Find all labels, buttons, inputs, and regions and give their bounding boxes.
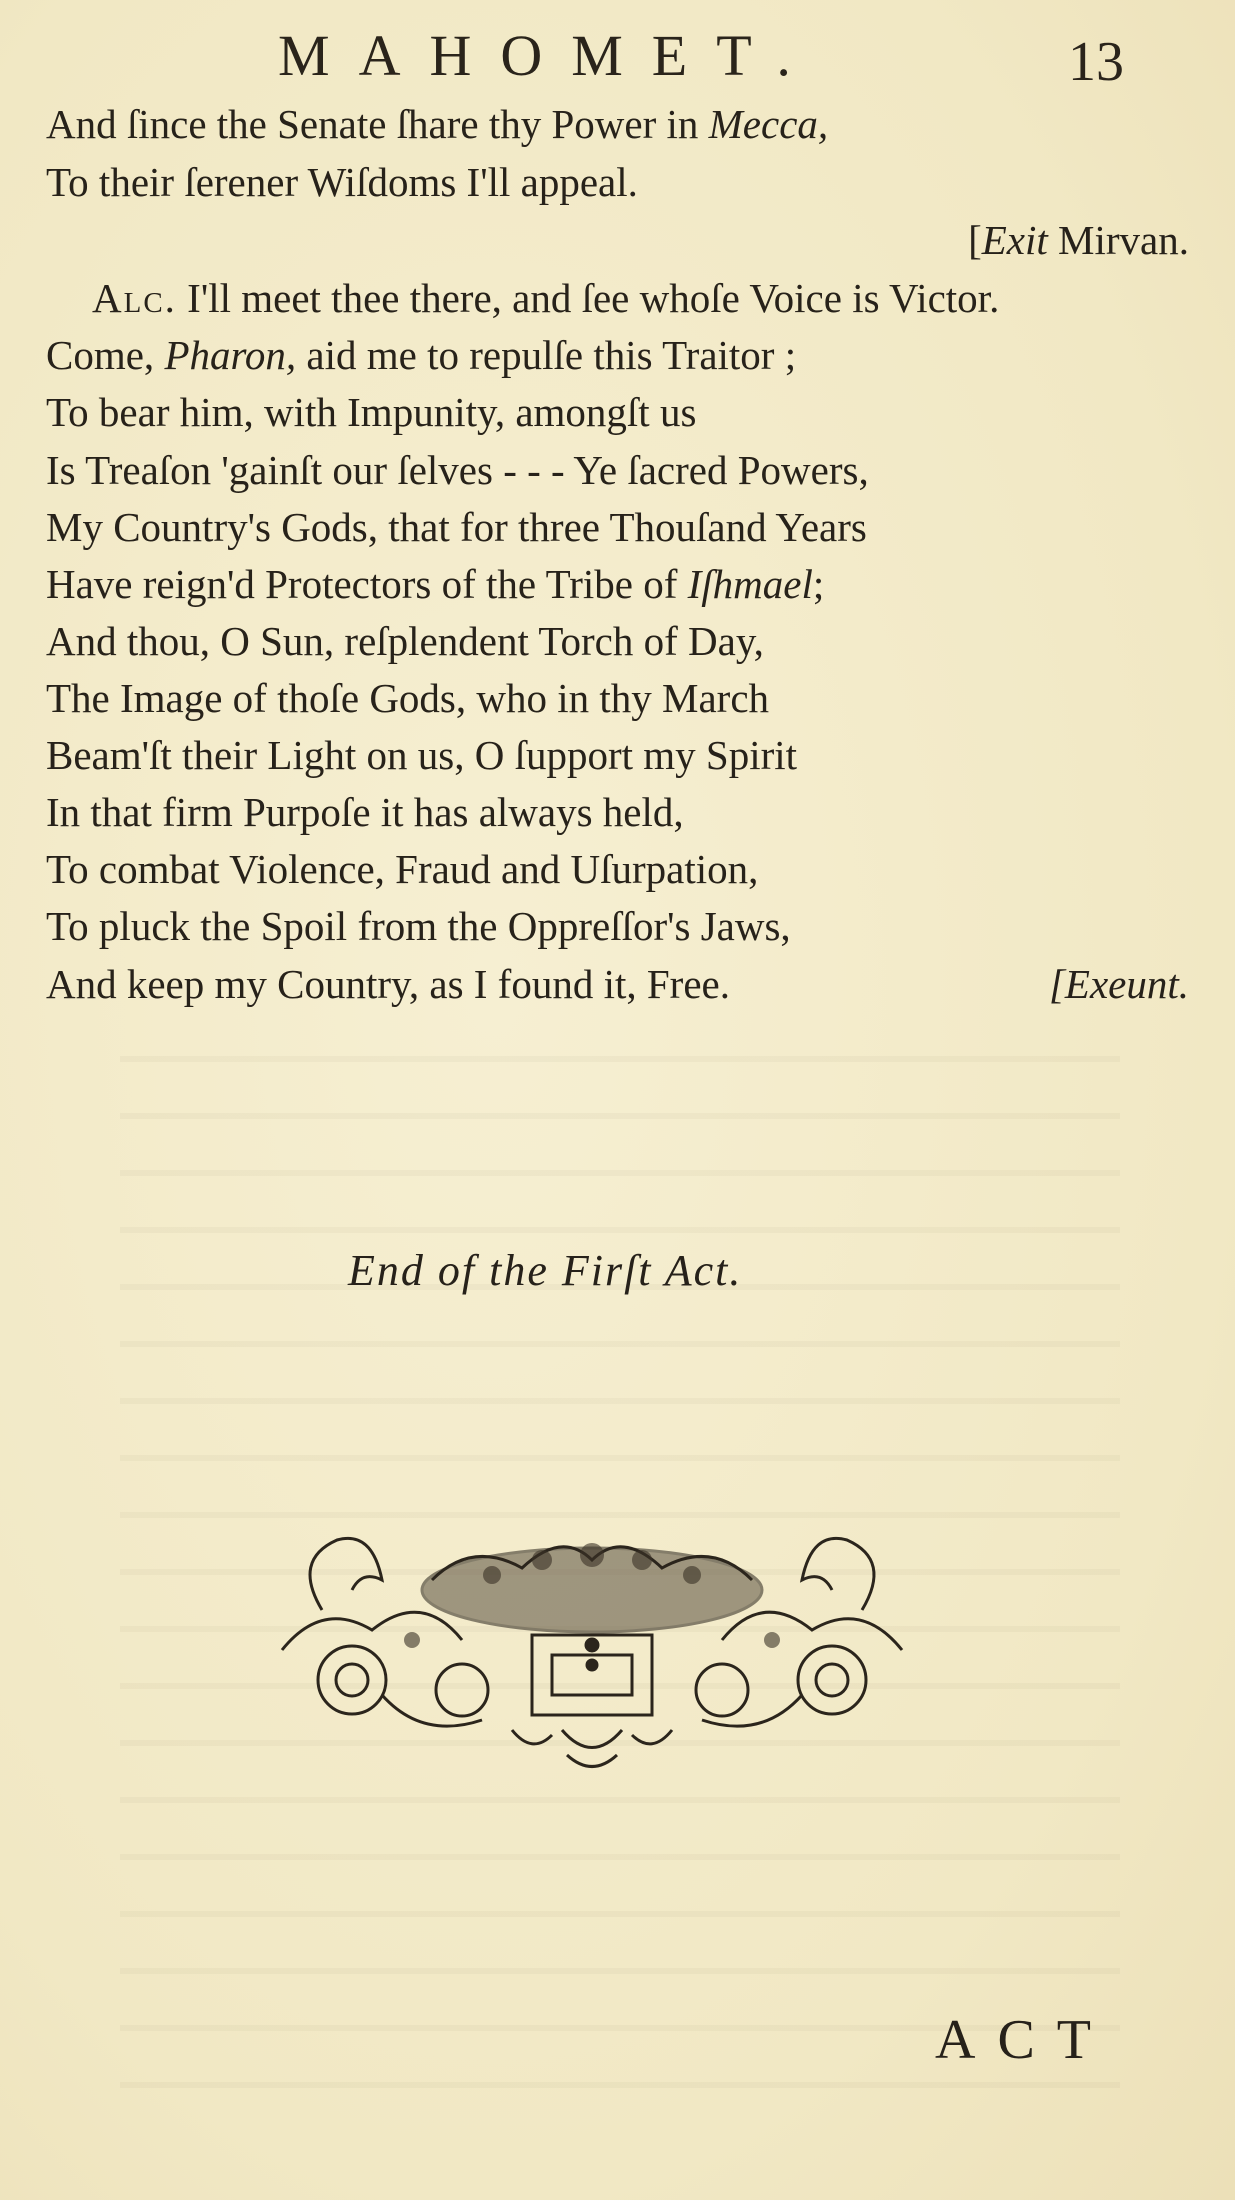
verse-line-1: And ſince the Senate ſhare thy Power in Mecca, — [46, 101, 829, 147]
verse-line-15: To pluck the Spoil from the Oppreſſor's Jaws, — [46, 903, 791, 949]
verse-line-9: Have reign'd Protectors of the Tribe of Iſhmael; — [46, 561, 825, 607]
verse-line-16: And keep my Country, as I found it, Free. — [46, 961, 730, 1007]
verse-line-7: Is Treaſon 'gainſt our ſelves - - - Ye ſacred Powers, — [46, 447, 869, 493]
stage-direction-exit: [Exit Mirvan. — [968, 217, 1189, 263]
floral-ornament-icon — [262, 1520, 922, 1780]
verse-line-14: To combat Violence, Fraud and Uſurpation, — [46, 846, 759, 892]
verse-line-6: To bear him, with Impunity, amongſt us — [46, 389, 697, 435]
verse-line-11: The Image of thoſe Gods, who in thy March — [46, 675, 770, 721]
verse-line-13: In that firm Purpoſe it has always held, — [46, 789, 684, 835]
running-title: MAHOMET. — [278, 23, 820, 88]
speaker-name: Alc. — [92, 275, 177, 321]
verse-line-12: Beam'ſt their Light on us, O ſupport my Spirit — [46, 732, 798, 778]
verse-line-5: Come, Pharon, aid me to repulſe this Traitor ; — [46, 332, 797, 378]
catchword: ACT — [935, 2009, 1113, 2071]
verse-line-10: And thou, O Sun, reſplendent Torch of Day, — [46, 618, 764, 664]
verse-line-2: To their ſerener Wiſdoms I'll appeal. — [46, 159, 638, 205]
verse-line-8: My Country's Gods, that for three Thouſand Years — [46, 504, 867, 550]
page-number: 13 — [1068, 31, 1124, 93]
act-end-heading: End of the Firſt Act. — [348, 1246, 743, 1295]
stage-direction-exeunt: [Exeunt. — [1048, 961, 1189, 1007]
verse-line-4: Alc. I'll meet thee there, and ſee whoſe Voice is Victor. — [92, 275, 1000, 321]
